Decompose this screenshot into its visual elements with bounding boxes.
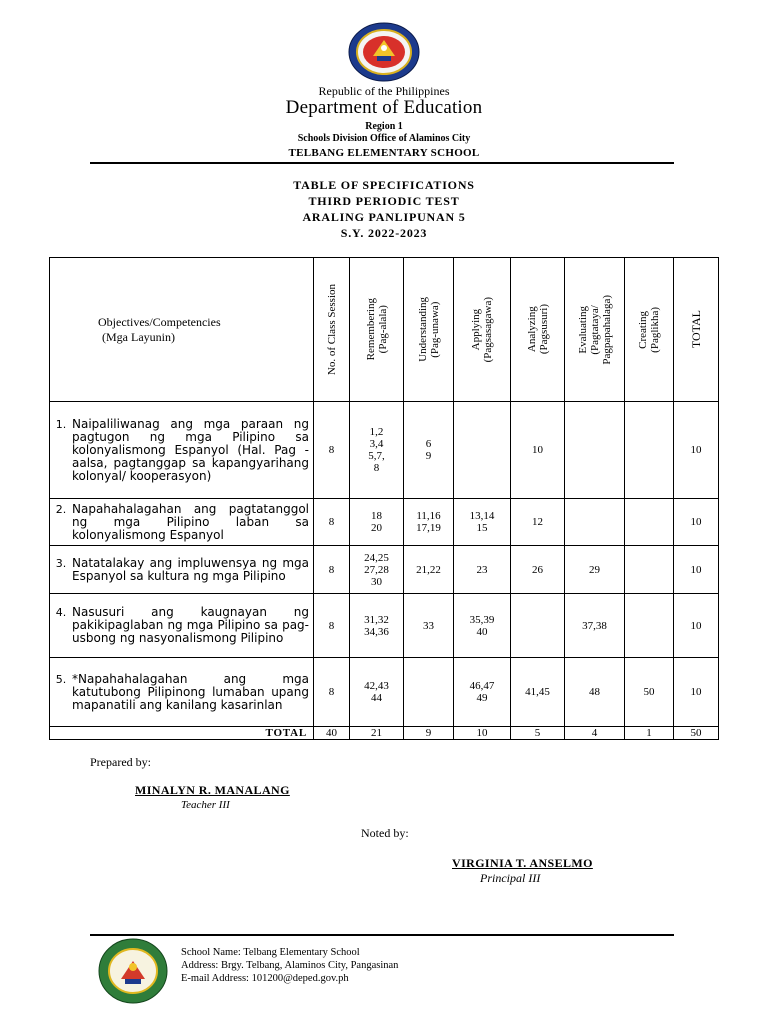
remembering-cell: [350, 499, 404, 546]
total-overall: 50: [674, 727, 719, 740]
row-total-cell: 10: [674, 402, 719, 499]
col-header-creating: Creating (Paglikha): [625, 258, 674, 402]
doc-title-4: S.Y. 2022-2023: [340, 226, 428, 240]
col-header-analyzing: Analyzing (Pagsusuri): [511, 258, 565, 402]
understanding-cell: [404, 499, 454, 546]
applying-item: 49: [476, 692, 488, 704]
understanding-cell: [404, 546, 454, 594]
objective-cell: [50, 658, 314, 727]
analyzing-cell: [511, 402, 565, 499]
applying-cell: [454, 402, 511, 499]
objective-cell: [50, 402, 314, 499]
objective-cell: [50, 499, 314, 546]
noted-by-name: VIRGINIA T. ANSELMO: [452, 856, 593, 870]
total-remembering: 21: [350, 727, 404, 740]
applying-item: 23: [476, 563, 488, 576]
creating-cell: [625, 546, 674, 594]
analyzing-item: 12: [532, 516, 543, 528]
objective-text: *Napahahalagahan ang mga katutubong Pilipinong lumaban upang mapanatili ang kanilang kasarinlan: [72, 671, 309, 712]
table-row: [50, 546, 719, 594]
col-header-understanding: Understanding (Pag-unawa): [404, 258, 454, 402]
applying-item: 35,39: [469, 613, 495, 626]
remembering-item: 5,7,: [368, 450, 385, 462]
understanding-item: 9: [425, 450, 432, 462]
total-applying: 10: [454, 727, 511, 740]
creating-item: 50: [643, 686, 655, 698]
remembering-item: 42,43: [364, 680, 389, 692]
remembering-item: 3,4: [369, 438, 384, 450]
remembering-item: 24,25: [364, 551, 389, 564]
remembering-item: 34,36: [364, 625, 389, 638]
noted-by-title: Principal III: [480, 871, 541, 885]
total-understanding: 9: [404, 727, 454, 740]
doc-title-3: ARALING PANLIPUNAN 5: [302, 210, 466, 224]
analyzing-item: 26: [532, 563, 543, 576]
creating-cell: [625, 658, 674, 727]
total-analyzing: 5: [511, 727, 565, 740]
doc-title-1: TABLE OF SPECIFICATIONS: [293, 178, 475, 192]
creating-cell: [625, 499, 674, 546]
footer-school-name: School Name: Telbang Elementary School: [181, 947, 360, 958]
sessions-cell: 8: [314, 402, 350, 499]
col-header-total: TOTAL: [674, 258, 719, 402]
specifications-table: [49, 257, 719, 740]
table-header-row: [50, 258, 719, 402]
applying-cell: [454, 546, 511, 594]
analyzing-cell: [511, 499, 565, 546]
objective-text: Naipaliliwanag ang mga paraan ng pagtugon ng mga Pilipino sa kolonyalismong Espanyol (Hal. Pag - aalsa, pagtanggap sa kapangyarihang kolonyal/ kooperasyon): [72, 416, 309, 483]
applying-cell: [454, 594, 511, 658]
objective-text: Natatalakay ang impluwensya ng mga Espanyol sa kultura ng mga Pilipino: [72, 555, 309, 583]
remembering-item: 18: [371, 510, 382, 522]
remembering-item: 31,32: [364, 613, 389, 626]
remembering-item: 8: [373, 462, 380, 474]
remembering-item: 44: [371, 692, 382, 704]
objective-number: 4.: [55, 606, 67, 619]
analyzing-item: 41,45: [525, 686, 550, 698]
remembering-cell: [350, 658, 404, 727]
understanding-cell: [404, 658, 454, 727]
col-header-remembering: Remembering (Pag-alala): [350, 258, 404, 402]
row-total-cell: 10: [674, 658, 719, 727]
col-header-sessions: No. of Class Session: [314, 258, 350, 402]
objective-number: 2.: [55, 502, 67, 516]
remembering-cell: [350, 594, 404, 658]
prepared-by-title: Teacher III: [181, 799, 230, 811]
col-header-applying: Applying (Pagsasagawa): [454, 258, 511, 402]
remembering-cell: [350, 402, 404, 499]
objective-cell: [50, 546, 314, 594]
objectives-header: [50, 258, 314, 402]
prepared-by-label: Prepared by:: [90, 755, 151, 769]
analyzing-cell: [511, 658, 565, 727]
applying-cell: [454, 658, 511, 727]
republic-line: Republic of the Philippines: [318, 84, 450, 98]
understanding-item: 21,22: [416, 563, 441, 576]
footer-address: Address: Brgy. Telbang, Alaminos City, Pangasinan: [181, 960, 399, 971]
objective-cell: [50, 594, 314, 658]
understanding-item: 33: [423, 619, 434, 632]
evaluating-cell: [565, 499, 625, 546]
total-sessions: 40: [314, 727, 350, 740]
table-row: [50, 499, 719, 546]
evaluating-item: 37,38: [582, 619, 607, 632]
applying-cell: [454, 499, 511, 546]
evaluating-cell: [565, 402, 625, 499]
analyzing-cell: [511, 546, 565, 594]
row-total-cell: 10: [674, 594, 719, 658]
deped-seal: [347, 22, 421, 82]
division-line: Schools Division Office of Alaminos City: [297, 133, 471, 144]
objective-number: 5.: [55, 672, 67, 686]
understanding-cell: [404, 594, 454, 658]
objectives-header-sublabel: (Mga Layunin): [102, 329, 175, 344]
header-divider: [90, 162, 674, 164]
table-row: [50, 594, 719, 658]
applying-item: 13,14: [469, 510, 495, 522]
objective-number: 1.: [55, 417, 67, 431]
analyzing-cell: [511, 594, 565, 658]
understanding-item: 11,16: [416, 510, 441, 522]
remembering-cell: [350, 546, 404, 594]
table-row: [50, 402, 719, 499]
understanding-cell: [404, 402, 454, 499]
total-evaluating: 4: [565, 727, 625, 740]
remembering-item: 27,28: [364, 563, 389, 576]
sessions-cell: 8: [314, 499, 350, 546]
sessions-cell: 8: [314, 546, 350, 594]
objectives-header-label: Objectives/Competencies: [98, 314, 221, 329]
school-logo: [97, 937, 169, 1005]
region-line: Region 1: [365, 121, 403, 132]
table-row: [50, 658, 719, 727]
remembering-item: 30: [371, 575, 382, 588]
applying-item: 46,47: [469, 680, 495, 692]
understanding-item: 6: [425, 438, 432, 450]
prepared-by-name: MINALYN R. MANALANG: [135, 783, 290, 797]
creating-cell: [625, 594, 674, 658]
applying-item: 15: [476, 522, 488, 534]
evaluating-cell: [565, 594, 625, 658]
row-total-cell: 10: [674, 546, 719, 594]
footer-divider: [90, 934, 674, 936]
remembering-item: 1,2: [369, 426, 384, 438]
evaluating-cell: [565, 658, 625, 727]
sessions-cell: 8: [314, 594, 350, 658]
school-line: TELBANG ELEMENTARY SCHOOL: [288, 147, 480, 159]
sessions-cell: 8: [314, 658, 350, 727]
objective-text: Napahahalagahan ang pagtatanggol ng mga Pilipino laban sa kolonyalismong Espanyol: [72, 501, 309, 542]
department-title: Department of Education: [285, 97, 483, 118]
totals-label: TOTAL: [50, 727, 314, 740]
col-header-evaluating: Evaluating (Pagtataya/ Pagpapahalaga): [565, 258, 625, 402]
creating-cell: [625, 402, 674, 499]
footer-email: E-mail Address: 101200@deped.gov.ph: [181, 973, 349, 984]
totals-row: [50, 727, 719, 740]
evaluating-item: 48: [589, 686, 600, 698]
doc-title-2: THIRD PERIODIC TEST: [308, 194, 460, 208]
evaluating-item: 29: [589, 563, 600, 576]
objective-number: 3.: [55, 556, 67, 570]
understanding-item: 17,19: [416, 522, 441, 534]
remembering-item: 20: [371, 522, 382, 534]
objective-text: Nasusuri ang kaugnayan ng pakikipaglaban ng mga Pilipino sa pag-usbong ng nasyonalismong Pilipino: [72, 605, 309, 645]
analyzing-item: 10: [532, 444, 543, 456]
noted-by-label: Noted by:: [361, 826, 409, 840]
evaluating-cell: [565, 546, 625, 594]
applying-item: 40: [476, 625, 488, 638]
total-creating: 1: [625, 727, 674, 740]
row-total-cell: 10: [674, 499, 719, 546]
